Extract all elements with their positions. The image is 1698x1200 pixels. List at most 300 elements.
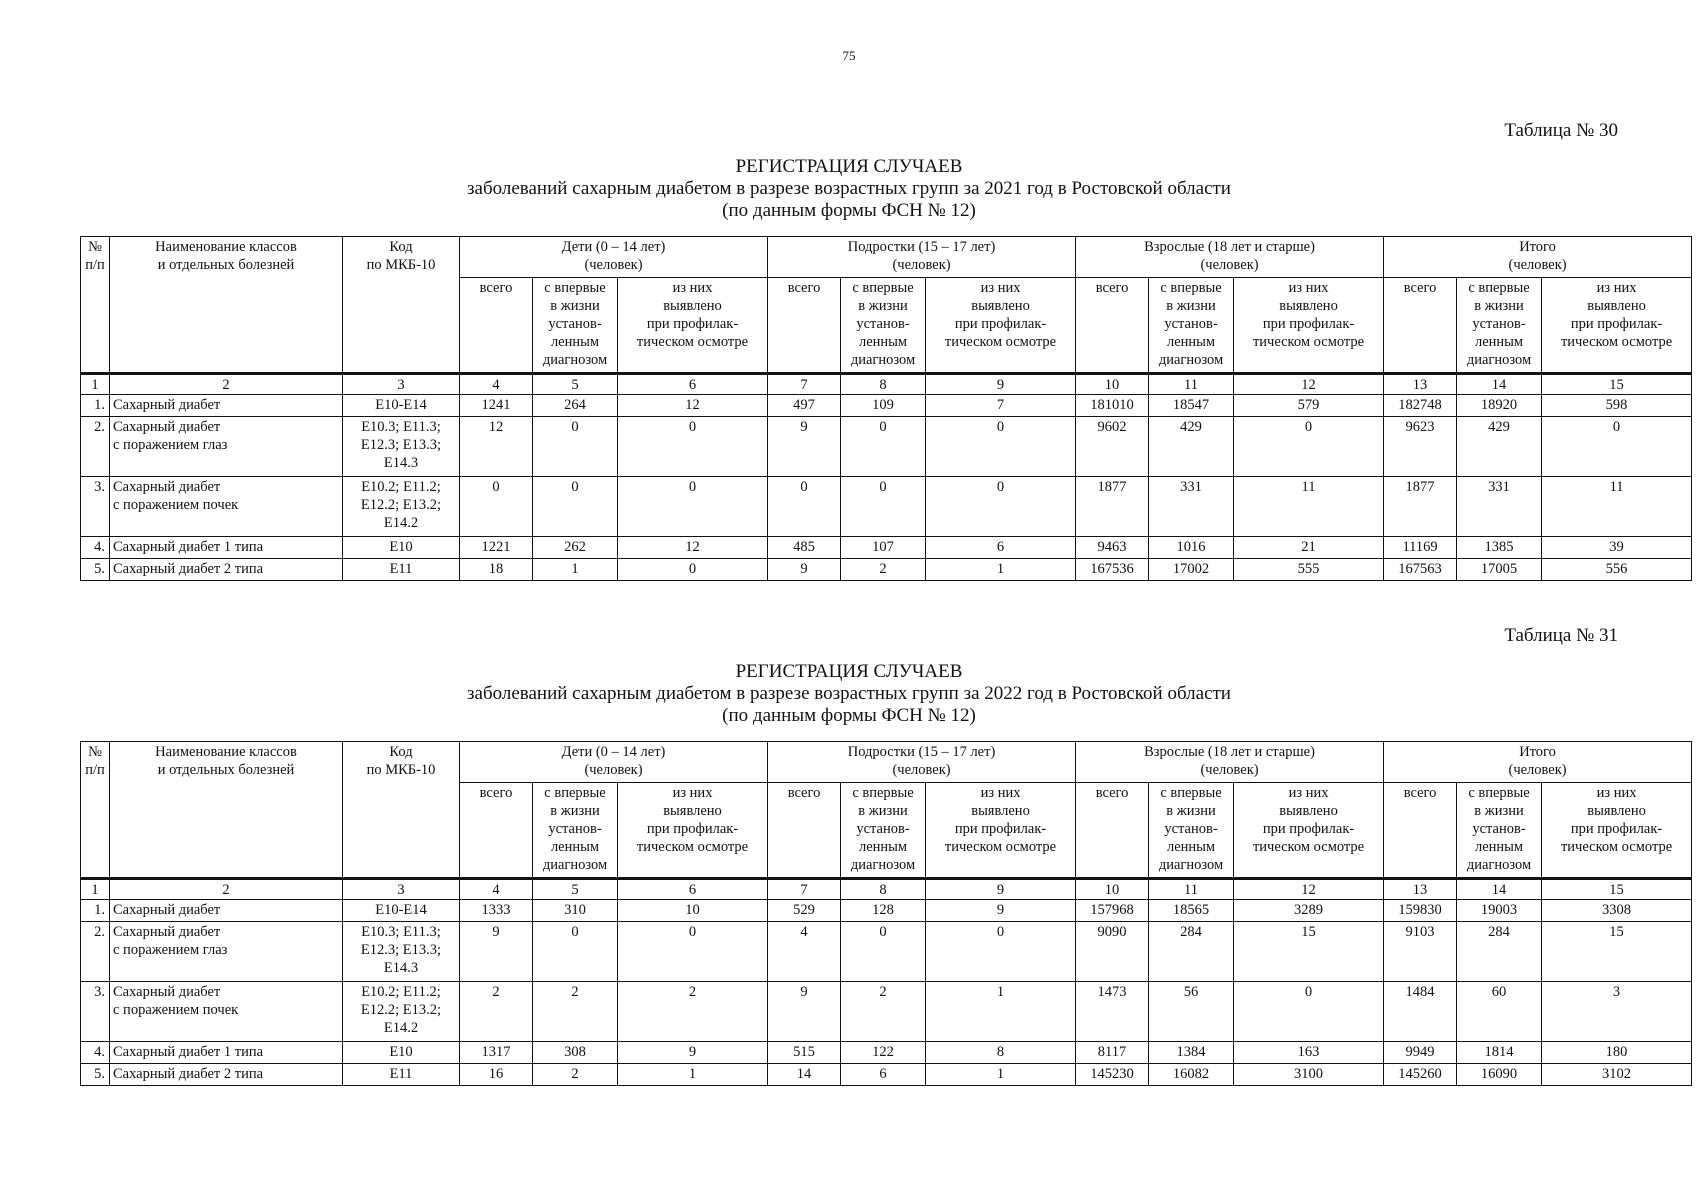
icd-code-line: E10 [389,1044,413,1060]
column-index-cell: 8 [841,879,926,900]
value-cell: 429 [1457,417,1542,477]
subheader-preventive [1542,278,1692,374]
header-group-line: Взрослые (18 лет и старше) [1144,239,1315,255]
value-cell: 1016 [1149,537,1234,559]
icd-code [343,1064,460,1086]
table-subtitle: заболеваний сахарным диабетом в разрезе возрастных групп за 2021 год в Ростовской области [467,178,1231,199]
subheader-line: диагнозом [542,857,608,873]
row-number: 1. [81,395,110,417]
value-cell: 555 [1234,559,1384,581]
icd-code-line: E10.3; E11.3; [361,924,441,940]
subheader-line: из них [672,785,713,801]
value-cell: 2 [618,982,768,1042]
subheader-line: установ- [1164,821,1218,837]
header-name [110,237,343,374]
row-number: 1. [81,900,110,922]
column-index-cell: 9 [926,879,1076,900]
table-section-2022 [80,625,1673,1086]
subheader-total: всего [1384,783,1457,879]
value-cell: 157968 [1076,900,1149,922]
value-cell: 3 [1542,982,1692,1042]
disease-name-line: Сахарный диабет 1 типа [113,539,264,555]
table-section-2021 [80,120,1673,581]
subheader-line: диагнозом [1466,352,1532,368]
header-code [343,742,460,879]
header-group-line: Дети (0 – 14 лет) [561,744,666,760]
value-cell: 12 [618,395,768,417]
header-group [460,742,768,783]
subheader-line: ленным [858,334,908,350]
icd-code-line: E12.2; E13.2; [360,497,442,513]
value-cell: 0 [618,559,768,581]
value-cell: 331 [1457,477,1542,537]
disease-name [110,900,343,922]
subheader-line: выявлено [1279,298,1338,314]
value-cell: 159830 [1384,900,1457,922]
value-cell: 310 [533,900,618,922]
subheader-line: с впервые [1160,785,1222,801]
value-cell: 6 [926,537,1076,559]
value-cell: 529 [768,900,841,922]
value-cell: 9103 [1384,922,1457,982]
value-cell: 19003 [1457,900,1542,922]
disease-name-line: Сахарный диабет [113,924,221,940]
icd-code-line: E10-E14 [375,902,427,918]
table-title: РЕГИСТРАЦИЯ СЛУЧАЕВ [735,661,963,682]
value-cell: 21 [1234,537,1384,559]
header-group-line: (человек) [584,762,643,778]
value-cell: 598 [1542,395,1692,417]
disease-name-line: Сахарный диабет [113,397,221,413]
value-cell: 18 [460,559,533,581]
subheader-line: ленным [1166,839,1216,855]
value-cell: 0 [1234,417,1384,477]
value-cell: 12 [460,417,533,477]
value-cell: 10 [618,900,768,922]
column-index-cell: 3 [343,879,460,900]
subheader-total: всего [460,783,533,879]
column-index-cell: 2 [110,374,343,395]
subheader-line: установ- [548,821,602,837]
subheader-line: с впервые [852,280,914,296]
value-cell: 2 [533,982,618,1042]
value-cell: 3289 [1234,900,1384,922]
table-row [81,900,1692,922]
icd-code-line: E10 [389,539,413,555]
value-cell: 9 [460,922,533,982]
subheader-line: тическом осмотре [1252,334,1365,350]
column-index-cell: 3 [343,374,460,395]
value-cell: 18547 [1149,395,1234,417]
disease-name [110,537,343,559]
subheader-line: в жизни [1166,803,1216,819]
column-index-cell: 9 [926,374,1076,395]
subheader-line: диагнозом [1466,857,1532,873]
value-cell: 182748 [1384,395,1457,417]
disease-name-line: с поражением глаз [113,942,228,958]
icd-code-line: E11 [389,561,413,577]
subheader-line: при профилак- [1262,821,1355,837]
subheader-total: всего [768,783,841,879]
icd-code [343,982,460,1042]
value-cell: 0 [841,922,926,982]
subheader-line: из них [1596,280,1637,296]
value-cell: 181010 [1076,395,1149,417]
value-cell: 556 [1542,559,1692,581]
value-cell: 1473 [1076,982,1149,1042]
header-group [1076,237,1384,278]
value-cell: 1317 [460,1042,533,1064]
subheader-line: с впервые [1468,785,1530,801]
subheader-line: выявлено [971,298,1030,314]
column-index-cell: 14 [1457,374,1542,395]
disease-name-line: Сахарный диабет 2 типа [113,1066,264,1082]
icd-code-line: E12.3; E13.3; [360,437,442,453]
diabetes-table-2021 [80,236,1692,581]
value-cell: 3308 [1542,900,1692,922]
icd-code [343,395,460,417]
subheader-line: выявлено [663,298,722,314]
icd-code-line: E10-E14 [375,397,427,413]
subheader-line: при профилак- [1570,821,1663,837]
value-cell: 9 [926,900,1076,922]
subheader-first-diagnosed [533,783,618,879]
subheader-line: при профилак- [646,821,739,837]
header-group [1076,742,1384,783]
disease-name [110,1064,343,1086]
header-num-line: № [88,744,102,760]
value-cell: 1241 [460,395,533,417]
table-label: Таблица № 31 [1504,625,1618,646]
value-cell: 262 [533,537,618,559]
value-cell: 145260 [1384,1064,1457,1086]
subheader-first-diagnosed [1149,278,1234,374]
table-row [81,559,1692,581]
subheader-line: установ- [1472,316,1526,332]
subheader-preventive [926,278,1076,374]
subheader-line: диагнозом [1158,352,1224,368]
disease-name-line: Сахарный диабет [113,419,221,435]
table-row [81,417,1692,477]
disease-name-line: Сахарный диабет [113,984,221,1000]
subheader-line: тическом осмотре [1252,839,1365,855]
value-cell: 497 [768,395,841,417]
value-cell: 16082 [1149,1064,1234,1086]
header-group [1384,742,1692,783]
subheader-line: при профилак- [1262,316,1355,332]
header-num-line: п/п [85,257,105,273]
table-row [81,1064,1692,1086]
table-row [81,477,1692,537]
value-cell: 9 [768,982,841,1042]
header-group-line: (человек) [584,257,643,273]
value-cell: 515 [768,1042,841,1064]
value-cell: 1484 [1384,982,1457,1042]
table-source: (по данным формы ФСН № 12) [722,705,976,726]
column-index-cell: 13 [1384,879,1457,900]
value-cell: 0 [926,922,1076,982]
value-cell: 11 [1542,477,1692,537]
value-cell: 145230 [1076,1064,1149,1086]
value-cell: 17002 [1149,559,1234,581]
subheader-line: установ- [1164,316,1218,332]
value-cell: 0 [533,922,618,982]
value-cell: 0 [768,477,841,537]
header-group-line: (человек) [892,762,951,778]
header-name-line: Наименование классов [155,744,297,760]
column-index-cell: 12 [1234,879,1384,900]
value-cell: 9 [618,1042,768,1064]
value-cell: 109 [841,395,926,417]
value-cell: 122 [841,1042,926,1064]
row-number: 2. [81,417,110,477]
subheader-line: диагнозом [542,352,608,368]
subheader-line: ленным [1166,334,1216,350]
value-cell: 284 [1149,922,1234,982]
subheader-line: тическом осмотре [944,334,1057,350]
icd-code [343,477,460,537]
subheader-line: при профилак- [954,821,1047,837]
value-cell: 167536 [1076,559,1149,581]
value-cell: 264 [533,395,618,417]
subheader-line: из них [980,280,1021,296]
value-cell: 9 [768,417,841,477]
value-cell: 180 [1542,1042,1692,1064]
header-group [1384,237,1692,278]
value-cell: 17005 [1457,559,1542,581]
value-cell: 9 [768,559,841,581]
value-cell: 0 [926,417,1076,477]
value-cell: 429 [1149,417,1234,477]
page-number: 75 [842,48,856,63]
disease-name [110,922,343,982]
table-heading [80,661,1618,727]
header-group-line: Взрослые (18 лет и старше) [1144,744,1315,760]
value-cell: 1877 [1076,477,1149,537]
value-cell: 579 [1234,395,1384,417]
column-index-cell: 13 [1384,374,1457,395]
value-cell: 0 [1234,982,1384,1042]
value-cell: 1 [533,559,618,581]
disease-name-line: Сахарный диабет 1 типа [113,1044,264,1060]
header-num [81,742,110,879]
subheader-line: с впервые [1468,280,1530,296]
subheader-line: с впервые [544,785,606,801]
value-cell: 1814 [1457,1042,1542,1064]
subheader-first-diagnosed [1457,783,1542,879]
value-cell: 128 [841,900,926,922]
column-index-cell: 8 [841,374,926,395]
subheader-line: из них [1288,785,1329,801]
value-cell: 8 [926,1042,1076,1064]
value-cell: 284 [1457,922,1542,982]
subheader-line: выявлено [1279,803,1338,819]
table-row [81,922,1692,982]
subheader-line: выявлено [1587,298,1646,314]
header-group-line: Итого [1519,744,1556,760]
header-code [343,237,460,374]
value-cell: 9090 [1076,922,1149,982]
header-group [460,237,768,278]
disease-name-line: с поражением глаз [113,437,228,453]
value-cell: 1877 [1384,477,1457,537]
subheader-total: всего [1076,278,1149,374]
icd-code [343,417,460,477]
table-label: Таблица № 30 [1504,120,1618,141]
subheader-line: из них [672,280,713,296]
row-number: 4. [81,537,110,559]
header-group-line: (человек) [892,257,951,273]
column-index-row [81,879,1692,900]
subheader-preventive [1234,278,1384,374]
header-code-line: Код [389,744,413,760]
column-index-row [81,374,1692,395]
diabetes-table-2022 [80,741,1692,1086]
value-cell: 308 [533,1042,618,1064]
subheader-preventive [926,783,1076,879]
subheader-line: в жизни [858,298,908,314]
subheader-line: ленным [858,839,908,855]
subheader-line: в жизни [858,803,908,819]
value-cell: 0 [841,477,926,537]
value-cell: 16090 [1457,1064,1542,1086]
value-cell: 14 [768,1064,841,1086]
subheader-line: диагнозом [850,857,916,873]
column-index-cell: 15 [1542,374,1692,395]
subheader-preventive [1542,783,1692,879]
value-cell: 2 [533,1064,618,1086]
header-group-line: Подростки (15 – 17 лет) [847,239,996,255]
column-index-cell: 4 [460,374,533,395]
column-index-cell: 11 [1149,879,1234,900]
column-index-cell: 1 [81,374,110,395]
column-index-cell: 6 [618,374,768,395]
header-code-line: Код [389,239,413,255]
value-cell: 0 [618,477,768,537]
table-row [81,1042,1692,1064]
value-cell: 2 [460,982,533,1042]
table-title: РЕГИСТРАЦИЯ СЛУЧАЕВ [735,156,963,177]
column-index-cell: 7 [768,374,841,395]
subheader-line: при профилак- [954,316,1047,332]
disease-name [110,982,343,1042]
subheader-line: при профилак- [1570,316,1663,332]
table-row [81,982,1692,1042]
subheader-line: в жизни [1474,803,1524,819]
subheader-line: ленным [550,839,600,855]
subheader-total: всего [1076,783,1149,879]
header-group-line: Подростки (15 – 17 лет) [847,744,996,760]
header-group [768,237,1076,278]
value-cell: 0 [460,477,533,537]
icd-code [343,900,460,922]
subheader-line: при профилак- [646,316,739,332]
value-cell: 4 [768,922,841,982]
disease-name-line: Сахарный диабет [113,902,221,918]
subheader-line: установ- [1472,821,1526,837]
header-name [110,742,343,879]
row-number: 5. [81,559,110,581]
column-index-cell: 4 [460,879,533,900]
value-cell: 0 [618,417,768,477]
subheader-line: в жизни [1474,298,1524,314]
value-cell: 15 [1542,922,1692,982]
value-cell: 0 [533,417,618,477]
icd-code-line: E14.2 [383,1020,419,1036]
column-index-cell: 10 [1076,374,1149,395]
value-cell: 331 [1149,477,1234,537]
column-index-cell: 15 [1542,879,1692,900]
value-cell: 1384 [1149,1042,1234,1064]
subheader-line: тическом осмотре [944,839,1057,855]
table-heading [80,156,1618,222]
header-row [81,742,1692,783]
value-cell: 0 [1542,417,1692,477]
disease-name [110,559,343,581]
value-cell: 1 [926,559,1076,581]
subheader-line: в жизни [550,803,600,819]
subheader-line: из них [1596,785,1637,801]
column-index-cell: 7 [768,879,841,900]
value-cell: 1 [618,1064,768,1086]
column-index-cell: 11 [1149,374,1234,395]
header-group-line: (человек) [1508,257,1567,273]
header-num-line: п/п [85,762,105,778]
value-cell: 9463 [1076,537,1149,559]
table-source: (по данным формы ФСН № 12) [722,200,976,221]
subheader-first-diagnosed [1149,783,1234,879]
subheader-line: в жизни [1166,298,1216,314]
column-index-cell: 2 [110,879,343,900]
value-cell: 18565 [1149,900,1234,922]
subheader-preventive [1234,783,1384,879]
header-code-line: по МКБ-10 [366,257,436,273]
row-number: 3. [81,982,110,1042]
value-cell: 1333 [460,900,533,922]
value-cell: 0 [533,477,618,537]
icd-code-line: E10.2; E11.2; [361,984,441,1000]
icd-code-line: E11 [389,1066,413,1082]
subheader-line: выявлено [663,803,722,819]
value-cell: 3102 [1542,1064,1692,1086]
subheader-line: в жизни [550,298,600,314]
column-index-cell: 5 [533,374,618,395]
header-num-line: № [88,239,102,255]
subheader-line: ленным [1474,839,1524,855]
value-cell: 2 [841,559,926,581]
row-number: 2. [81,922,110,982]
column-index-cell: 1 [81,879,110,900]
header-group-line: (человек) [1200,257,1259,273]
subheader-line: тическом осмотре [1560,334,1673,350]
disease-name [110,417,343,477]
value-cell: 11 [1234,477,1384,537]
subheader-preventive [618,783,768,879]
value-cell: 9623 [1384,417,1457,477]
table-row [81,537,1692,559]
subheader-line: с впервые [1160,280,1222,296]
header-group-line: Дети (0 – 14 лет) [561,239,666,255]
disease-name-line: с поражением почек [113,1002,239,1018]
value-cell: 107 [841,537,926,559]
header-num [81,237,110,374]
subheader-line: тическом осмотре [636,839,749,855]
value-cell: 15 [1234,922,1384,982]
table-row [81,395,1692,417]
value-cell: 16 [460,1064,533,1086]
subheader-line: выявлено [971,803,1030,819]
subheader-line: тическом осмотре [636,334,749,350]
